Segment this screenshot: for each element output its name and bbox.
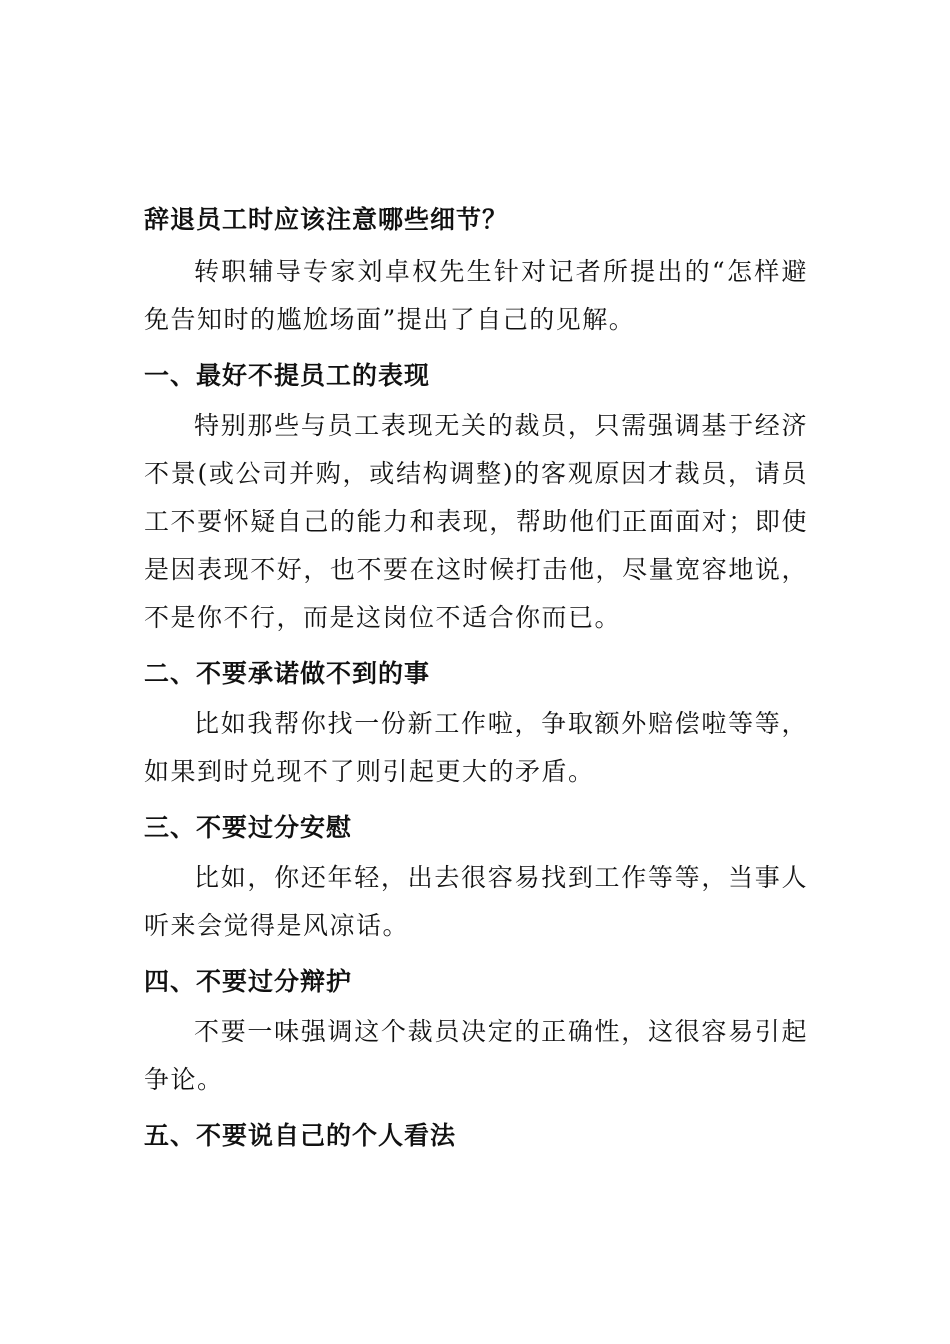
section-1-heading: 一、最好不提员工的表现: [144, 361, 431, 390]
section-2-heading: 二、不要承诺做不到的事: [144, 659, 431, 688]
section-4-heading: 四、不要过分辩护: [144, 967, 353, 996]
section-5-heading: 五、不要说自己的个人看法: [144, 1121, 457, 1150]
section-2-body: 比如我帮你找一份新工作啦，争取额外赔偿啦等等，如果到时兑现不了则引起更大的矛盾。: [144, 709, 808, 786]
document-title: 辞退员工时应该注意哪些细节？: [144, 205, 509, 234]
section-4-body: 不要一味强调这个裁员决定的正确性，这很容易引起争论。: [144, 1017, 808, 1094]
section-3-body: 比如，你还年轻，出去很容易找到工作等等，当事人听来会觉得是风凉话。: [144, 863, 808, 940]
document-body: [144, 198, 808, 1162]
section-1-body: 特别那些与员工表现无关的裁员，只需强调基于经济不景(或公司并购，或结构调整)的客观原因才裁员，请员工不要怀疑自己的能力和表现，帮助他们正面面对；即使是因表现不好，也不要在这时候打击他，尽量宽容地说，不是你不行，而是这岗位不适合你而已。: [144, 411, 808, 632]
section-3-heading: 三、不要过分安慰: [144, 813, 353, 842]
intro-paragraph: 转职辅导专家刘卓权先生针对记者所提出的“怎样避免告知时的尴尬场面”提出了自己的见解。: [144, 257, 808, 334]
